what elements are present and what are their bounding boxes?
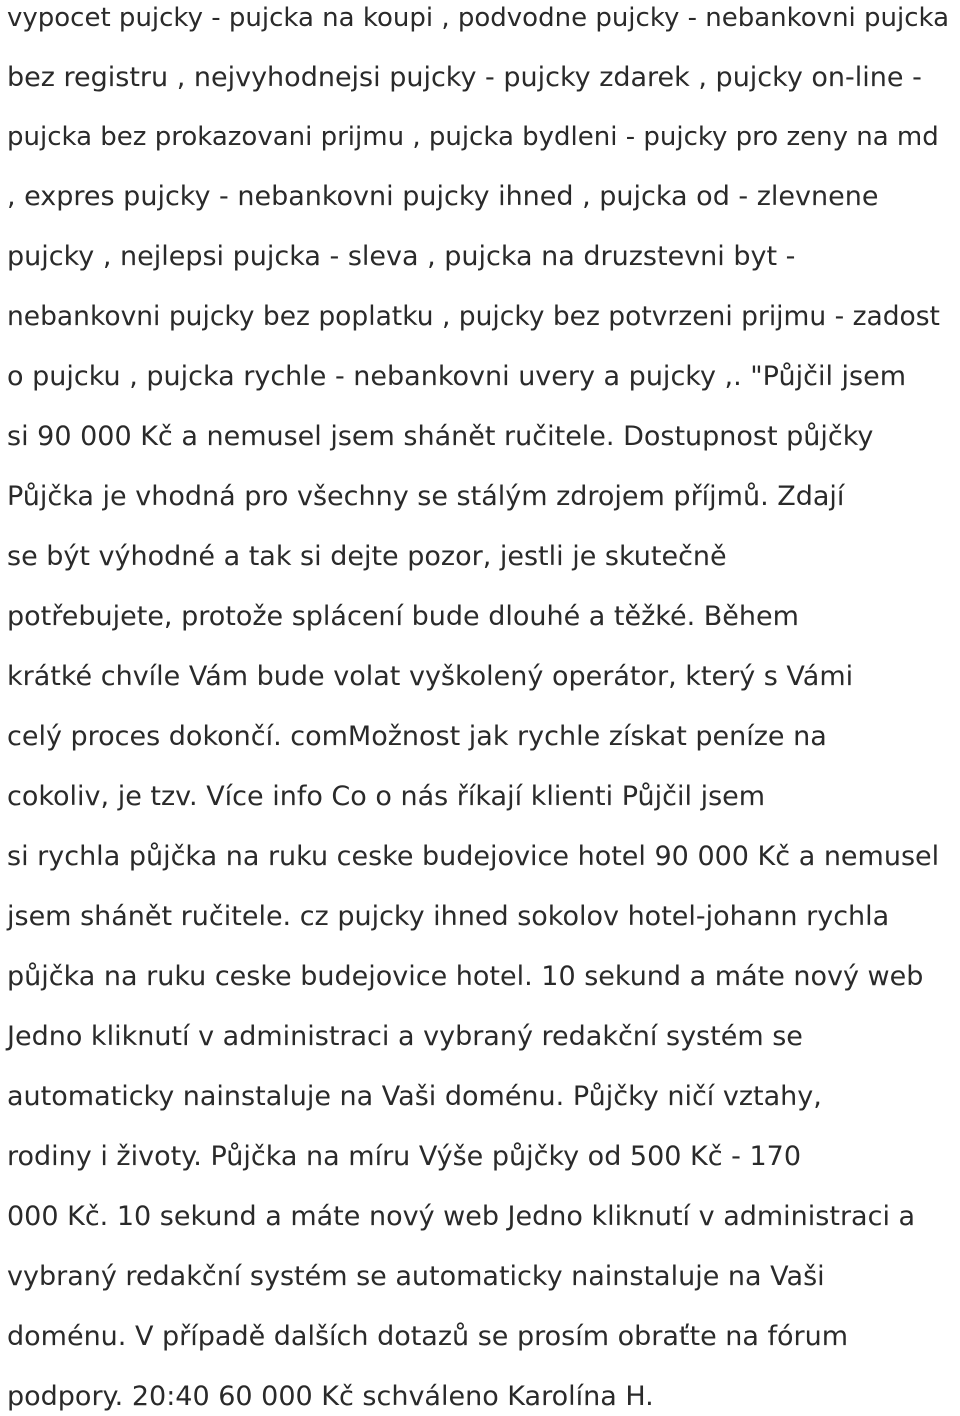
text-line-7: o pujcku , pujcka rychle - nebankovni uvery a pujcky ,. "Půjčil jsem bbox=[7, 361, 907, 392]
text-line-14: cokoliv, je tzv. Více info Co o nás říkají klienti Půjčil jsem bbox=[7, 781, 766, 812]
text-line-2: bez registru , nejvyhodnejsi pujcky - pujcky zdarek , pujcky on-line - bbox=[7, 62, 922, 93]
text-line-12: krátké chvíle Vám bude volat vyškolený operátor, který s Vámi bbox=[7, 661, 854, 692]
text-line-20: rodiny i životy. Půjčka na míru Výše půjčky od 500 Kč - 170 bbox=[7, 1141, 802, 1172]
text-line-23: doménu. V případě dalších dotazů se prosím obraťte na fórum bbox=[7, 1321, 849, 1352]
text-line-9: Půjčka je vhodná pro všechny se stálým zdrojem příjmů. Zdají bbox=[7, 481, 845, 512]
text-line-24: podpory. 20:40 60 000 Kč schváleno Karolína H. bbox=[7, 1381, 654, 1412]
text-line-6: nebankovni pujcky bez poplatku , pujcky bez potvrzeni prijmu - zadost bbox=[7, 301, 940, 332]
text-line-19: automaticky nainstaluje na Vaši doménu. Půjčky ničí vztahy, bbox=[7, 1081, 822, 1112]
text-line-5: pujcky , nejlepsi pujcka - sleva , pujcka na druzstevni byt - bbox=[7, 241, 796, 272]
text-line-4: , expres pujcky - nebankovni pujcky ihned , pujcka od - zlevnene bbox=[7, 181, 879, 212]
text-line-17: půjčka na ruku ceske budejovice hotel. 10 sekund a máte nový web bbox=[7, 961, 924, 992]
text-line-3: pujcka bez prokazovani prijmu , pujcka bydleni - pujcky pro zeny na md bbox=[7, 122, 939, 152]
text-line-1: vypocet pujcky - pujcka na koupi , podvodne pujcky - nebankovni pujcka bbox=[7, 3, 950, 33]
text-line-15: si rychla půjčka na ruku ceske budejovice hotel 90 000 Kč a nemusel bbox=[7, 841, 940, 872]
text-line-22: vybraný redakční systém se automaticky nainstaluje na Vaši bbox=[7, 1261, 825, 1292]
text-line-8: si 90 000 Kč a nemusel jsem shánět ručitele. Dostupnost půjčky bbox=[7, 421, 874, 452]
text-line-18: Jedno kliknutí v administraci a vybraný redakční systém se bbox=[7, 1021, 803, 1052]
text-line-10: se být výhodné a tak si dejte pozor, jestli je skutečně bbox=[7, 541, 727, 572]
text-line-16: jsem shánět ručitele. cz pujcky ihned sokolov hotel-johann rychla bbox=[7, 901, 890, 932]
text-line-13: celý proces dokončí. comMožnost jak rychle získat peníze na bbox=[7, 721, 827, 752]
text-line-21: 000 Kč. 10 sekund a máte nový web Jedno kliknutí v administraci a bbox=[7, 1201, 916, 1232]
text-line-11: potřebujete, protože splácení bude dlouhé a těžké. Během bbox=[7, 601, 799, 632]
